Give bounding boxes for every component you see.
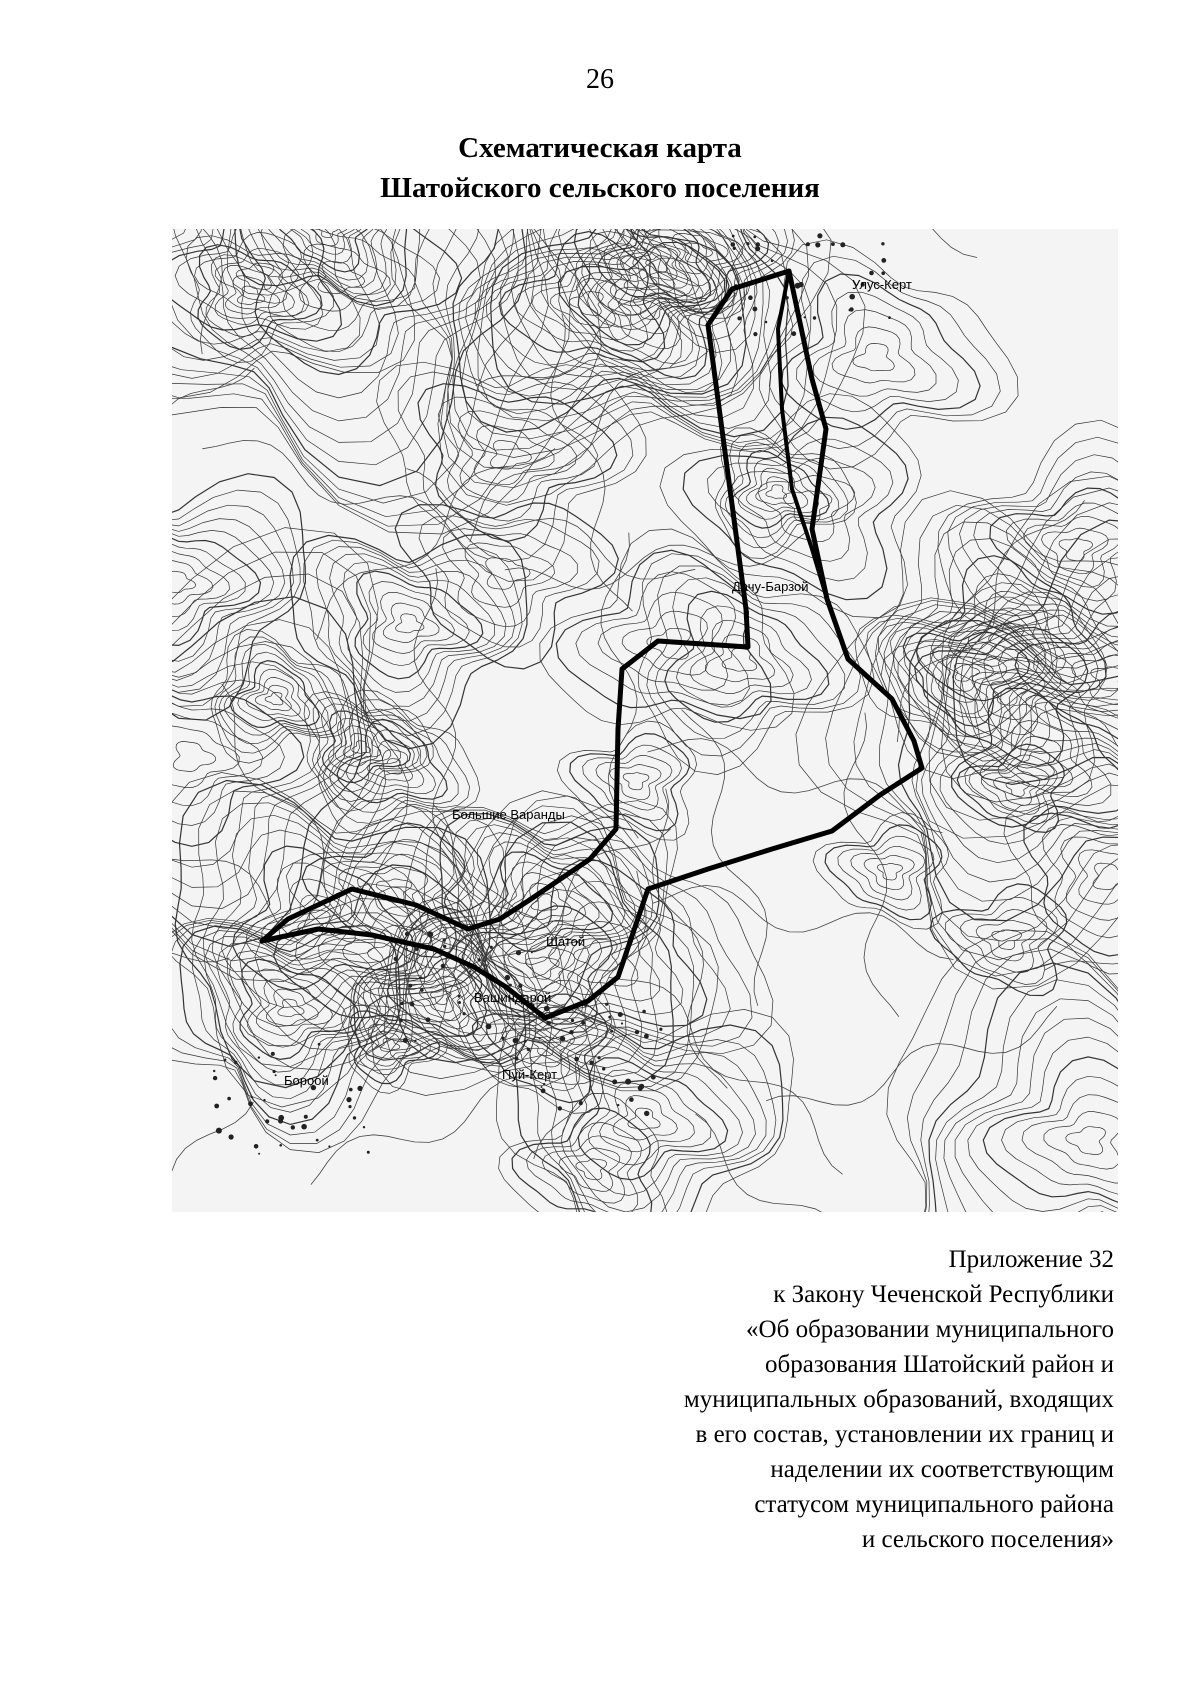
settlement-dot [638, 1085, 643, 1090]
settlement-dot [419, 976, 422, 979]
settlement-dot [229, 1134, 234, 1139]
settlement-dot [806, 242, 810, 246]
page-title [0, 128, 1200, 208]
contour-line [172, 229, 570, 526]
contour-line [215, 249, 288, 304]
settlement-dot [610, 1030, 613, 1033]
settlement-dot [544, 1006, 550, 1012]
settlement-dot [539, 1038, 541, 1040]
settlement-dot [275, 1074, 277, 1076]
settlement-dot [406, 948, 408, 950]
appendix-line: в его состав, установлении их границ и [695, 1421, 1114, 1448]
contour-line [173, 742, 216, 772]
contour-line [955, 1018, 1118, 1212]
settlement-dot [400, 1019, 403, 1022]
appendix-line: Приложение 32 [948, 1246, 1114, 1273]
settlement-dot [651, 1075, 656, 1080]
settlement-dot [881, 242, 884, 245]
valley-line [407, 469, 696, 579]
contour-line [256, 979, 332, 1036]
contour-line [972, 670, 1045, 720]
valley-line [680, 229, 977, 258]
settlement-dot [304, 1115, 308, 1119]
settlement-dot [733, 247, 736, 250]
contour-line [899, 621, 1119, 921]
appendix-line: муниципальных образований, входящих [683, 1386, 1114, 1413]
settlement-dot [849, 309, 852, 312]
contour-line [766, 485, 787, 499]
settlement-dot [755, 246, 760, 251]
contour-line [368, 750, 413, 782]
title-line-1: Схематическая карта [458, 132, 742, 164]
settlement-dot [659, 1028, 662, 1031]
contour-line [512, 1108, 652, 1212]
settlement-dot [560, 1036, 565, 1041]
contour-line [526, 1122, 641, 1212]
contour-lines [172, 229, 1118, 1212]
settlement-dot [869, 271, 874, 276]
valley-line [609, 977, 843, 1174]
contour-line [278, 999, 304, 1017]
contour-line [395, 503, 618, 669]
settlement-dot [501, 1037, 504, 1040]
appendix-line: и сельского поселения» [861, 1526, 1114, 1553]
contour-line [318, 229, 339, 238]
settlement-dot [408, 984, 412, 988]
valley-line [172, 1102, 254, 1212]
settlement-dot [405, 932, 409, 936]
settlement-dot [478, 958, 481, 961]
settlement-dot [273, 1070, 276, 1073]
schematic-map [172, 229, 1118, 1212]
settlement-dot [731, 242, 736, 247]
settlement-dot [291, 1125, 295, 1129]
settlement-dot [415, 948, 418, 951]
settlement-dot [753, 332, 757, 336]
contour-line [722, 648, 757, 671]
contour-line [490, 441, 531, 470]
contour-line [215, 265, 295, 324]
settlement-dot [363, 1126, 365, 1128]
settlement-dot [558, 1106, 562, 1110]
settlement-dot [541, 1086, 543, 1088]
settlement-dot [756, 242, 760, 246]
settlement-dot [791, 331, 796, 336]
settlement-dot [443, 939, 446, 942]
settlement-dot [279, 1144, 282, 1147]
settlement-dot [574, 1057, 579, 1062]
settlement-dot [278, 1119, 283, 1124]
contour-line [172, 229, 508, 442]
contour-line [864, 855, 914, 889]
map-label: Бороой [284, 1073, 329, 1088]
settlement-dot [732, 235, 735, 238]
settlement-dot [509, 984, 512, 987]
settlement-dot [737, 316, 741, 320]
settlement-dot [635, 1030, 639, 1034]
settlement-boundary [262, 271, 922, 1018]
contour-line [363, 582, 469, 666]
settlement-dot [765, 321, 768, 324]
settlement-dot [251, 1096, 253, 1098]
settlement-dot [589, 1061, 593, 1065]
contour-line [982, 765, 1050, 815]
settlement-dot [881, 258, 886, 263]
settlement-dot [458, 1001, 461, 1004]
settlement-dot [881, 271, 885, 275]
contour-line [782, 274, 980, 429]
settlement-dot [546, 1021, 551, 1026]
map-label: Пуй-Керт [502, 1067, 558, 1082]
settlement-dot [840, 242, 845, 247]
settlement-dot [746, 242, 749, 245]
settlement-dot [258, 1056, 260, 1058]
contour-line [172, 501, 293, 692]
settlement-dot [328, 1145, 330, 1147]
settlement-dot [644, 1111, 649, 1116]
contour-line [452, 818, 653, 1005]
valley-line [172, 368, 254, 577]
settlement-dot [414, 1040, 416, 1042]
settlement-dot [543, 1083, 545, 1085]
valley-line [653, 885, 954, 959]
settlement-dot [403, 1038, 408, 1043]
map-label: Большие Варанды [452, 807, 565, 822]
settlement-dot [642, 1010, 646, 1014]
contour-line [545, 1025, 766, 1212]
contour-line [335, 726, 391, 767]
contour-line [1042, 824, 1118, 938]
contour-line [738, 460, 818, 520]
contour-line [813, 310, 936, 397]
contour-line [877, 863, 902, 880]
valley-line [682, 710, 768, 1006]
contour-line [195, 233, 305, 317]
settlement-dot [748, 295, 753, 300]
settlement-dot [541, 1088, 546, 1093]
contour-line [230, 661, 319, 728]
settlement-dot [348, 1105, 351, 1108]
contour-line [556, 550, 771, 718]
settlement-dot [644, 1034, 649, 1039]
contour-line [600, 1083, 695, 1152]
contour-line [355, 571, 483, 679]
contour-line [866, 597, 1052, 761]
contour-line [797, 292, 959, 412]
map-label: Дачу-Барзой [732, 579, 809, 594]
appendix-line: образования Шатойский район и [765, 1351, 1114, 1378]
contour-line [465, 543, 555, 607]
contour-line [384, 603, 440, 643]
settlement-dot [486, 1024, 492, 1030]
appendix-line: «Об образовании муниципального [746, 1316, 1114, 1343]
settlement-dot [771, 259, 774, 262]
settlement-dot [753, 236, 756, 239]
contour-line [1002, 1076, 1119, 1196]
contour-line [974, 472, 1118, 627]
contour-line [265, 692, 283, 705]
settlement-dot [394, 957, 398, 961]
settlement-dot [410, 1002, 415, 1007]
contour-line [907, 939, 1118, 1212]
settlement-dot [625, 1079, 631, 1085]
settlement-dot [214, 1104, 219, 1109]
contour-line [851, 846, 925, 900]
settlement-dot [213, 1076, 217, 1080]
settlement-dot [367, 1151, 370, 1154]
settlement-dot [441, 964, 445, 968]
contour-line [499, 1093, 667, 1212]
settlement-dot [581, 1021, 585, 1025]
contour-line [241, 229, 397, 301]
settlement-dot [400, 1002, 403, 1005]
contour-line [172, 913, 407, 1135]
contour-line [1061, 837, 1118, 920]
contour-line [418, 384, 617, 542]
contour-line [936, 980, 1118, 1212]
contour-line [330, 554, 506, 707]
contour-line [596, 755, 672, 810]
settlement-dot [531, 951, 533, 953]
settlement-dot [427, 931, 433, 937]
contour-line [498, 862, 599, 940]
contour-line [172, 537, 245, 631]
settlement-dot [254, 1144, 259, 1149]
settlement-dot [753, 307, 758, 312]
settlement-dot [265, 1119, 269, 1123]
contour-line [290, 534, 527, 748]
settlement-dot [527, 1048, 530, 1051]
page-number: 26 [586, 64, 614, 95]
map-label: Вашиндарой [474, 990, 552, 1005]
settlement-dot [443, 945, 446, 948]
settlement-dot [346, 1097, 351, 1102]
appendix-line: статусом муниципального района [754, 1491, 1114, 1518]
settlement-dot [263, 1099, 265, 1101]
settlement-dot [426, 1017, 431, 1022]
contour-line [172, 571, 196, 593]
settlement-dot [271, 1052, 275, 1056]
contour-line [172, 528, 408, 982]
settlement-dot [227, 1097, 231, 1101]
contour-line [255, 685, 291, 711]
contour-line [486, 558, 531, 590]
settlement-dot [463, 1012, 466, 1015]
appendix-line: к Закону Чеченской Республики [773, 1281, 1114, 1308]
contour-line [1066, 1127, 1106, 1155]
contour-line [853, 343, 895, 370]
contour-line [172, 662, 334, 888]
settlement-dot [629, 1097, 634, 1102]
contour-line [878, 610, 1046, 751]
contour-line [474, 425, 554, 484]
settlement-dot [831, 242, 835, 246]
contour-line [1044, 1112, 1118, 1170]
settlement-dot [602, 1067, 605, 1070]
contour-line [172, 560, 213, 604]
contour-line [676, 606, 811, 707]
settlement-dot [216, 1128, 222, 1134]
title-line-2: Шатойского сельского поселения [380, 172, 820, 204]
settlement-dot [349, 1088, 353, 1092]
contour-line [172, 683, 304, 846]
settlement-dot [518, 984, 522, 988]
settlement-dot [234, 1061, 237, 1064]
contour-line [944, 999, 1118, 1212]
settlement-dot [353, 1116, 356, 1119]
settlement-dot [516, 950, 521, 955]
appendix-note [474, 1242, 1114, 1557]
settlement-dot [490, 946, 493, 949]
settlement-dot [612, 1079, 617, 1084]
valley-line [414, 568, 466, 872]
settlement-dot [248, 1101, 253, 1106]
contour-line [461, 229, 836, 447]
settlement-dot [224, 1059, 227, 1062]
settlement-dot [617, 1104, 619, 1106]
valley-line [172, 776, 299, 941]
contour-line [929, 963, 1118, 1212]
contour-line [943, 655, 994, 692]
contour-line [172, 229, 518, 465]
contour-line [583, 745, 682, 821]
settlement-dot [213, 1070, 215, 1072]
settlement-dot [621, 1022, 623, 1024]
settlement-dot [515, 1057, 519, 1061]
contour-line [1022, 1095, 1118, 1183]
settlement-dot [569, 1030, 573, 1034]
settlement-dot [301, 1124, 307, 1130]
settlement-dot [458, 995, 461, 998]
contour-line [655, 578, 845, 739]
contour-line [570, 1046, 743, 1196]
settlement-dot [817, 233, 822, 238]
map-label: Шатой [546, 934, 586, 949]
settlement-dot [571, 1019, 574, 1022]
contour-line [921, 949, 1118, 1212]
appendix-line: наделении их соответствующим [770, 1456, 1114, 1483]
contour-line [373, 592, 455, 653]
settlement-dot [579, 1101, 583, 1105]
contour-line [732, 458, 875, 561]
map-label: Улус-Керт [852, 277, 912, 292]
settlement-dot [849, 294, 855, 300]
settlement-dot [258, 1153, 260, 1155]
settlement-dot [618, 1012, 623, 1017]
valley-line [311, 1077, 598, 1185]
contour-line [976, 920, 1035, 961]
settlement-dot [513, 1038, 519, 1044]
settlement-dot [813, 316, 816, 319]
contour-line [838, 836, 934, 910]
settlement-dot [318, 1043, 321, 1046]
settlement-dot [505, 975, 510, 980]
settlement-dot [469, 970, 471, 972]
contour-line [172, 726, 239, 788]
settlement-dot [598, 1056, 601, 1059]
settlement-dot [605, 1003, 608, 1006]
contour-line [994, 773, 1040, 805]
contour-line [832, 327, 915, 383]
contour-line [318, 261, 365, 293]
contour-line [175, 781, 490, 1088]
settlement-dot [357, 1086, 362, 1091]
settlement-dot [804, 316, 806, 318]
settlement-dot [524, 1040, 527, 1043]
settlement-dot [888, 316, 891, 319]
settlement-dot [316, 1139, 319, 1142]
valley-line [844, 713, 899, 1017]
settlement-dot [795, 283, 801, 289]
contour-line [623, 773, 649, 790]
topographic-map-image [172, 229, 1118, 1212]
settlement-dot [815, 242, 820, 247]
settlement-dot [420, 988, 424, 992]
settlement-dot [608, 1016, 611, 1019]
contour-line [508, 873, 586, 930]
